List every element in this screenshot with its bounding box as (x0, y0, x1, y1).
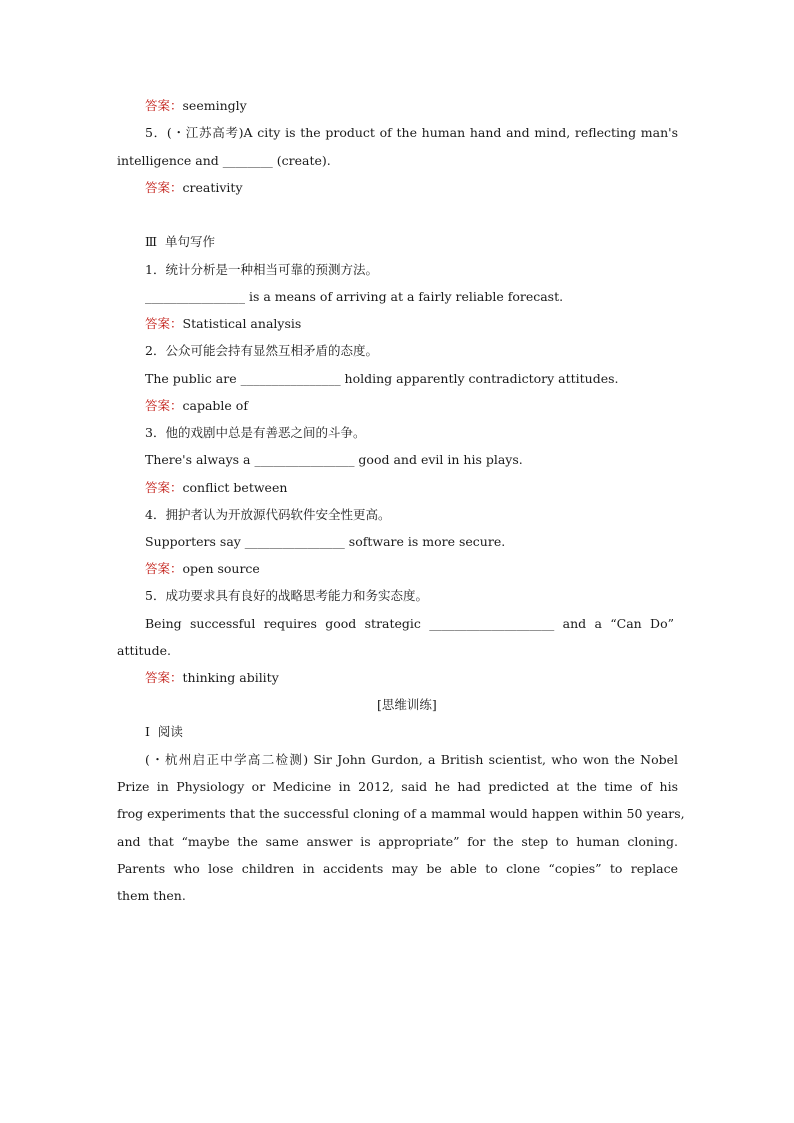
question-5: 5．(・江苏高考)A city is the product of the human hand and mind, reflecting man's (145, 125, 678, 140)
passage-line: frog experiments that the successful cloning of a mammal would happen within 50 years, (117, 806, 685, 821)
answer-line (145, 316, 301, 332)
answer-line (145, 398, 248, 414)
answer-tag: 答案： (145, 480, 183, 495)
answer-text: seemingly (182, 98, 247, 113)
item-4-chinese: 4．拥护者认为开放源代码软件安全性更高。 (145, 507, 391, 522)
item-1-english: ________________ is a means of arriving at a fairly reliable forecast. (145, 289, 564, 304)
item-4-english: Supporters say ________________ software is more secure. (145, 534, 506, 549)
item-1-chinese: 1．统计分析是一种相当可靠的预测方法。 (145, 262, 378, 277)
answer-text: thinking ability (182, 670, 279, 685)
answer-tag: 答案： (145, 398, 183, 413)
answer-text: capable of (182, 398, 248, 413)
item-3-english: There's always a ________________ good and evil in his plays. (145, 452, 523, 467)
passage-line: them then. (117, 888, 186, 903)
section-heading: Ⅲ 单句写作 (145, 234, 216, 249)
passage-line: Prize in Physiology or Medicine in 2012, said he had predicted at the time of his (117, 779, 678, 794)
passage-line: (・杭州启正中学高二检测) Sir John Gurdon, a British scientist, who won the Nobel (145, 752, 678, 767)
item-5-chinese: 5．成功要求具有良好的战略思考能力和务实态度。 (145, 588, 428, 603)
item-5-english: Being successful requires good strategic ____________________ and a “Can Do” (145, 616, 674, 631)
passage-line: Parents who lose children in accidents may be able to clone “copies” to replace (117, 861, 678, 876)
answer-tag: 答案： (145, 670, 183, 685)
answer-line (145, 98, 247, 114)
item-5-english-cont: attitude. (117, 643, 171, 658)
answer-tag: 答案： (145, 180, 183, 195)
reading-heading: Ⅰ 阅读 (145, 724, 183, 739)
answer-line (145, 480, 287, 496)
answer-tag: 答案： (145, 316, 183, 331)
item-2-chinese: 2．公众可能会持有显然互相矛盾的态度。 (145, 343, 378, 358)
answer-line (145, 180, 243, 196)
answer-tag: 答案： (145, 561, 183, 576)
question-5-cont: intelligence and ________ (create). (117, 153, 331, 168)
answer-line (145, 561, 260, 577)
answer-text: creativity (182, 180, 243, 195)
answer-line (145, 670, 279, 686)
answer-text: Statistical analysis (182, 316, 302, 331)
item-3-chinese: 3．他的戏剧中总是有善恶之间的斗争。 (145, 425, 366, 440)
item-2-english: The public are ________________ holding apparently contradictory attitudes. (145, 371, 619, 386)
answer-tag: 答案： (145, 98, 183, 113)
passage-line: and that “maybe the same answer is appropriate” for the step to human cloning. (117, 834, 678, 849)
training-title: [思维训练] (377, 697, 437, 712)
answer-text: open source (182, 561, 260, 576)
answer-text: conflict between (182, 480, 288, 495)
